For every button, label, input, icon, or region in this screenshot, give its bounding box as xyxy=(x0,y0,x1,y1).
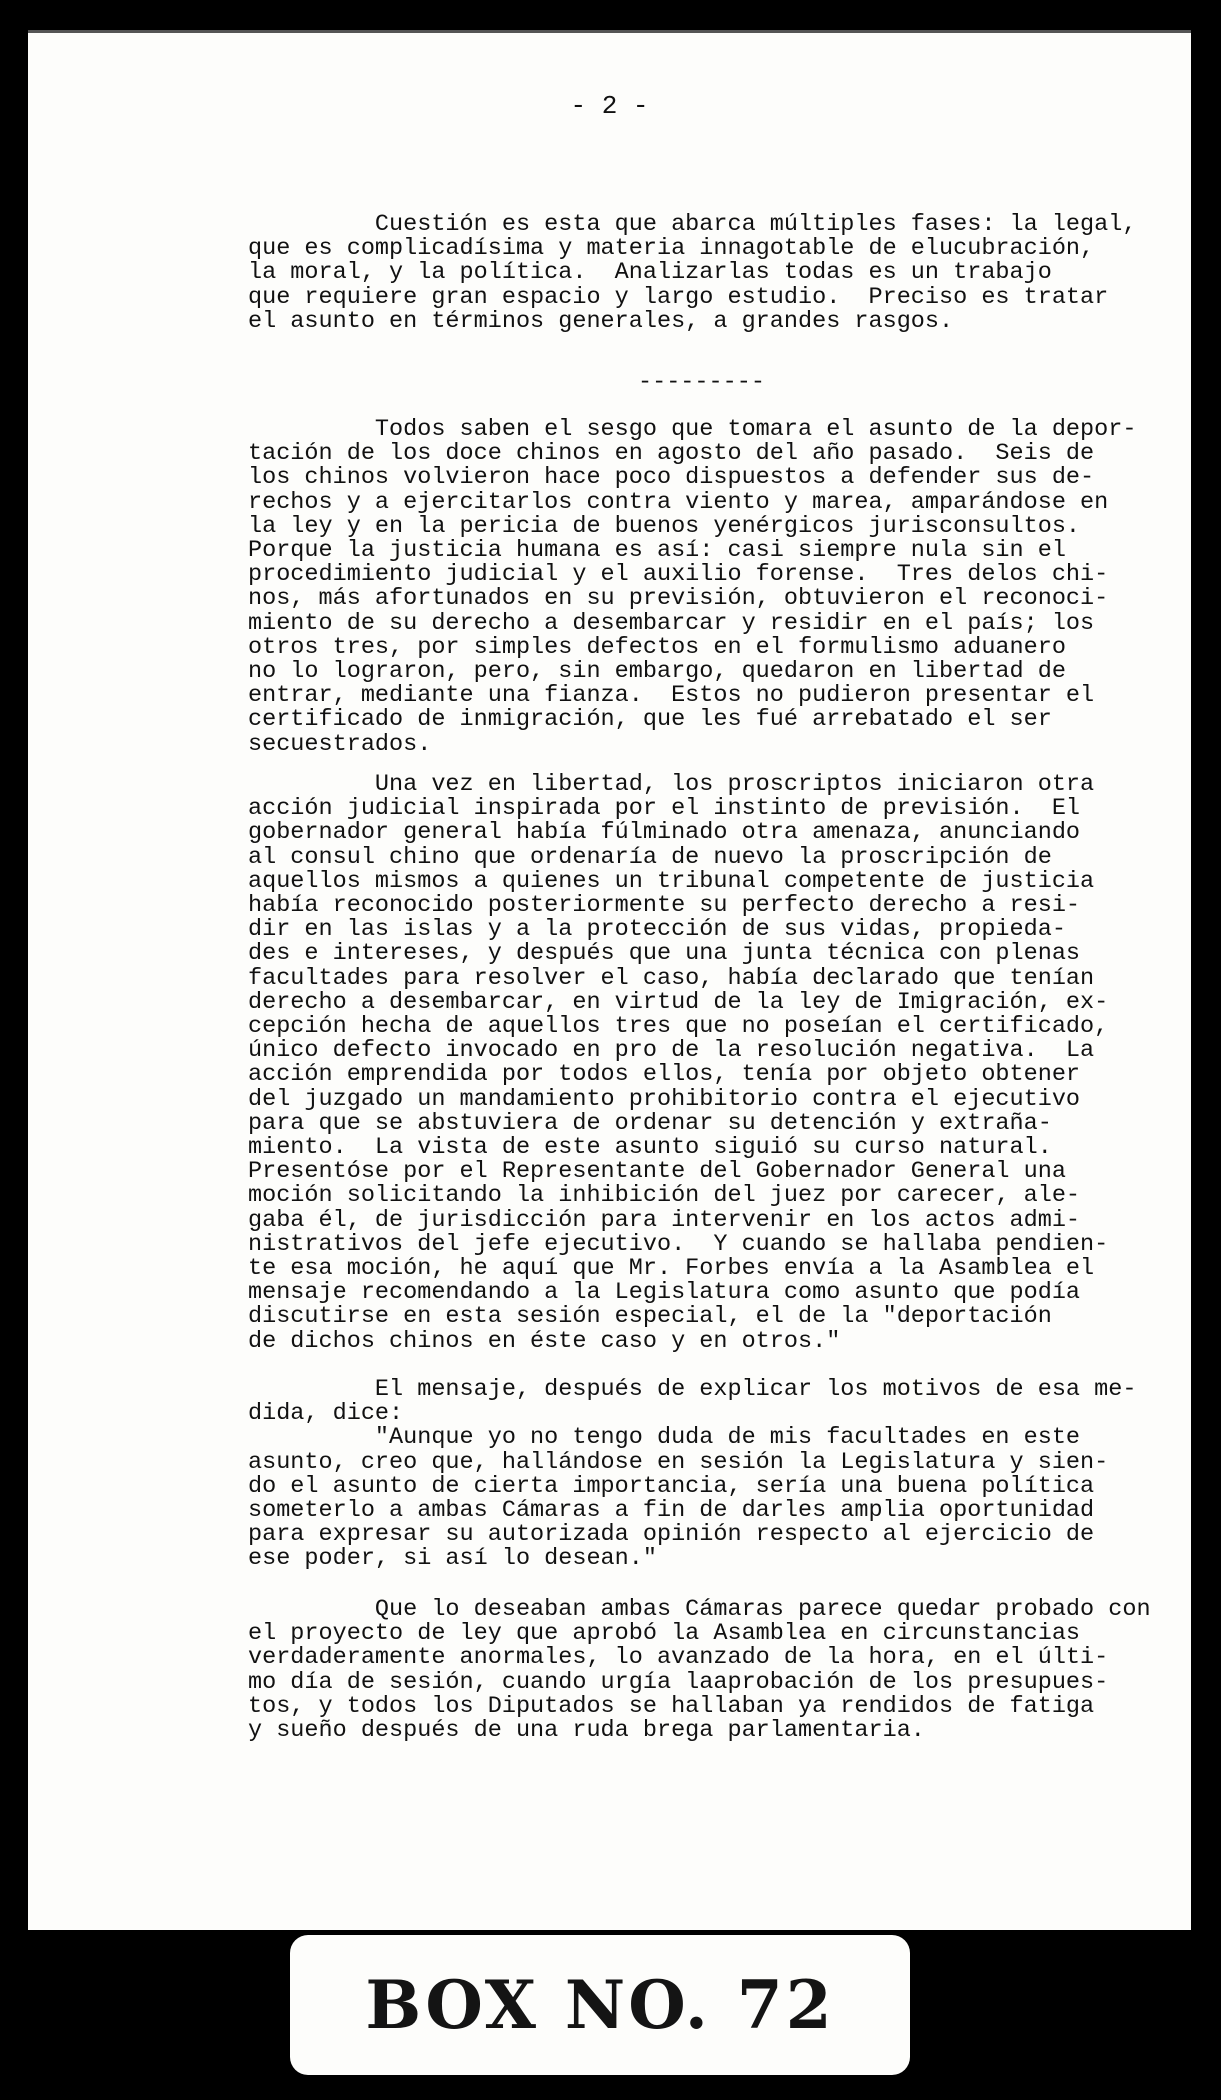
document-page xyxy=(28,30,1191,1930)
paragraph: Cuestión es esta que abarca múltiples fases: la legal, que es complicadísima y materia innagotable de elucubración, la moral, y la política. Analizarlas todas es un trabajo que requiere gran espacio y largo estudio. Preciso es tratar el asunto en términos generales, a grandes rasgos. xyxy=(248,211,1137,335)
box-number-text: BOX NO. 72 xyxy=(365,1966,835,2044)
paragraph: El mensaje, después de explicar los motivos de esa me- dida, dice: "Aunque yo no tengo duda de mis facultades en este asunto, creo que, hallándose en sesión la Legislatura y sien- do el asunto de cierta importancia, sería una buena política someterlo a ambas Cámaras a fin de darles amplia oportunidad para expresar su autorizada opinión respecto al ejercicio de ese poder, si así lo desean." xyxy=(248,1376,1137,1573)
paragraph: Que lo deseaban ambas Cámaras parece quedar probado con el proyecto de ley que aprobó la Asamblea en circunstancias verdaderamente anormales, lo avanzado de la hora, en el últi- mo día de sesión, cuando urgía laaprobación de los presupues- tos, y todos los Diputados se hallaban ya rendidos de fatiga y sueño después de una ruda brega parlamentaria. xyxy=(248,1596,1151,1745)
paragraph: Una vez en libertad, los proscriptos iniciaron otra acción judicial inspirada por el instinto de previsión. El gobernador general había fúlminado otra amenaza, anunciando al consul chino que ordenaría de nuevo la proscripción de aquellos mismos a quienes un tribunal competente de justicia había reconocido posteriormente su perfecto derecho a resi- dir en las islas y a la protección de sus vidas, propieda- des e intereses, y después que una junta técnica con plenas facultades para resolver el caso, había declarado que tenían derecho a desembarcar, en virtud de la ley de Imigración, ex- cepción hecha de aquellos tres que no poseían el certificado, único defecto invocado en pro de la resolución negativa. La acción emprendida por todos ellos, tenía por objeto obtener del juzgado un mandamiento prohibitorio contra el ejecutivo para que se abstuviera de ordenar su detención y extraña- miento. La vista de este asunto siguió su curso natural. Presentóse por el Representante del Gobernador General una moción solicitando la inhibición del juez por carecer, ale- gaba él, de jurisdicción para intervenir en los actos admi- nistrativos del jefe ejecutivo. Y cuando se hallaba pendien- te esa moción, he aquí que Mr. Forbes envía a la Asamblea el mensaje recomendando a la Legislatura como asunto que podía discutirse en esta sesión especial, el de la "deportación de dichos chinos en éste caso y en otros." xyxy=(248,771,1109,1355)
page-number: - 2 - xyxy=(570,91,649,121)
section-separator: --------- xyxy=(638,369,765,396)
archive-box-label xyxy=(290,1935,910,2075)
paragraph: Todos saben el sesgo que tomara el asunto de la depor- tación de los doce chinos en agosto del año pasado. Seis de los chinos volvieron hace poco dispuestos a defender sus de- rechos y a ejercitarlos contra viento y marea, amparándose en la ley y en la pericia de buenos yenérgicos jurisconsultos. Porque la justicia humana es así: casi siempre nula sin el procedimiento judicial y el auxilio forense. Tres delos chi- nos, más afortunados en su previsión, obtuvieron el reconoci- miento de su derecho a desembarcar y residir en el país; los otros tres, por simples defectos en el formulismo aduanero no lo lograron, pero, sin embargo, quedaron en libertad de entrar, mediante una fianza. Estos no pudieron presentar el certificado de inmigración, que les fué arrebatado el ser secuestrados. xyxy=(248,416,1137,758)
